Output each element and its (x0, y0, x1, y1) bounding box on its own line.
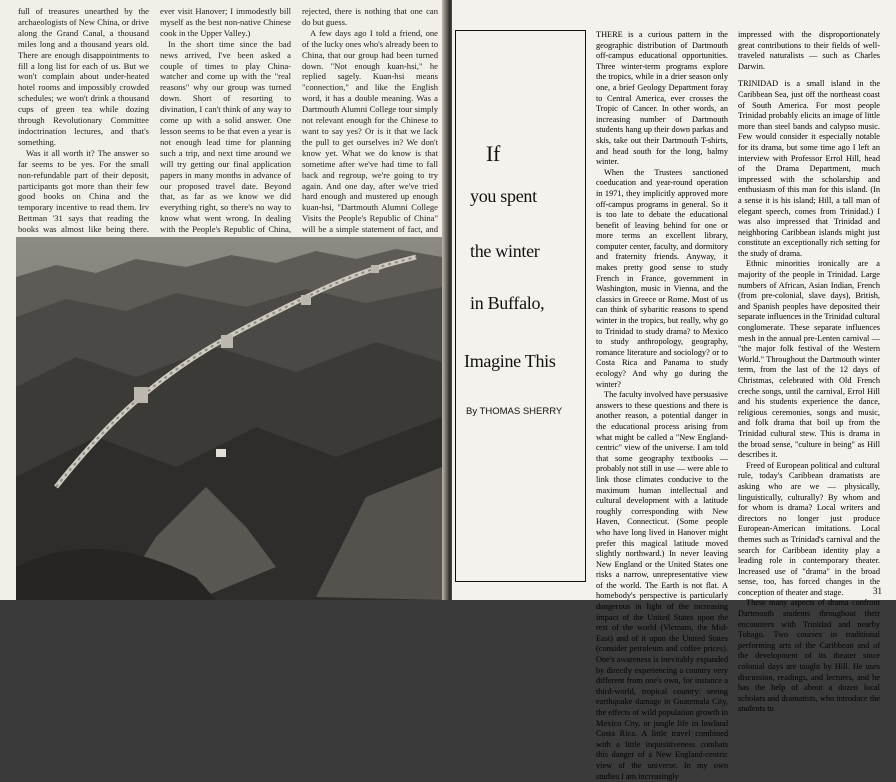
headline-line-4: in Buffalo, (470, 293, 545, 313)
left-col2-para-1: ever visit Hanover; I immodestly bill myself as the best non-native Chinese cook in the Upper Valley.) (160, 6, 291, 38)
right-col1-para-1: THERE is a curious pattern in the geographic distribution of Dartmouth off-campus educational opportunities. Three winter-term programs explore the tropics, while in a drier season only one, a brief Geology Department foray to Central America, ever crosses the Tropic of Cancer. In other words, an increasing number of Dartmouth students hang up their down parkas and skis, take out their Dartmouth T-shirts, and head south for the long, balmy winter. (596, 30, 728, 167)
right-col2-para-1: impressed with the disproportionately great contributions to their fields of well-traveled naturalists — such as Charles Darwin. (738, 30, 880, 71)
headline-box (455, 30, 586, 582)
left-col1-para-1: full of treasures unearthed by the archaeologists of New China, or drive along the Grand Canal, a thousand miles long and a thousand years old. There are enough disappointments to fill a long list for each of us. But we won't complain about under-heated hotel rooms and impossibly crowded schedules; we won't drink a thousand cups of green tea while dozing through Revolutionary Committee indoctrination lectures, and that's something. (18, 6, 149, 147)
left-col3-para-1: rejected, there is nothing that one can do but guess. (302, 6, 438, 27)
great-wall-photo (16, 237, 442, 600)
headline-line-1: If (486, 141, 501, 166)
right-col2-para-4: Freed of European political and cultural rule, today's Caribbean dramatists are asking who are we — physically, linguistically, culturally? By whom and for whom is drama? Local writers and directors no longer just produce European-American imitations. Local themes such as Trinidad's carnival and the search for Caribbean identity play a leading role in contemporary theater. Increased use of "drama" in the broad sense, too, has forced changes in the conception of theater and stage. (738, 460, 880, 597)
left-page (0, 0, 446, 600)
right-column-1 (596, 30, 728, 782)
page-number: 31 (873, 586, 882, 596)
left-col2-para-2: In the short time since the bad news arrived, I've been asked a couple of times to play China-watcher and come up with the "real reasons" why our group was turned down. Short of resorting to divination, I can't think of any way to come up with a solid answer. One lesson seems to be that even a year is not enough lead time for planning such a trip, and next time around we will try getting our final application papers in many months in advance of our proposed travel date. Beyond that, as far as we know we did everything right, so there's no way to know what went wrong. In dealing with the People's Republic of China, (160, 38, 291, 235)
right-col1-para-2: When the Trustees sanctioned coeducation and year-round operation in 1971, they implicitly approved more off-campus programs in general. So it is too late to debate the educational benefit of leaving behind for one or more terms an excellent library, computer center, faculty, and dormitory and fraternity friends. Anyway, it makes pretty good sense to study French in France, government in Washington, music in Vienna, and the classics in Greece or Rome. Most of us can think of sybaritic reasons to spend winter in the tropics, but really, why go to Trinidad to study drama? to Mexico to study anthropology, geography, romance literature and sociology? or to Costa Rica and Panama to study ecology? And why go during the winter? (596, 167, 728, 389)
headline-line-5: Imagine This (464, 351, 556, 371)
left-col3-para-2: A few days ago I told a friend, one of the lucky ones who's already been to China, that our group had been turned down. "Not enough kuan-hsi," he replied sagely. Kuan-hsi means "connection," and like the English word, it has a double meaning. Was a Dartmouth Alumni College tour simply not relevant enough for the Chinese to want to say yes? Or is it that we lack the pull to get ourselves in? We don't know yet. What we do know is that sometime after we've had time to fall back and regroup, we're going to try again. And one day, after we've tried hard enough and mustered up enough kuan-hsi, "Dartmouth Alumni College Visits the People's Republic of China" will be a simple statement of fact, and (302, 27, 438, 235)
right-col2-para-5: These many aspects of drama confront Dartmouth students throughout their encounters with Trinidad and nearby Tobago. Two courses in traditional performing arts of the Caribbean and of the development of its theater since colonial days are taught by Hill. He uses discussion, readings, and lectures, and he has the help of about a dozen local scholars and dramatists, who introduce the students to (738, 598, 880, 714)
headline-line-2: you spent (470, 186, 537, 206)
right-column-2 (738, 30, 880, 715)
headline-line-3: the winter (470, 241, 540, 261)
great-wall-illustration (16, 237, 442, 600)
right-col2-para-3: Ethnic minorities ironically are a majority of the people in Trinidad. Large numbers of African, Asian Indian, French (from pre-colonial, slave days), British, and Spanish peoples have deposited their separate influences in the Trinidad cultural conglomerate. These separate influences mesh in the annual pre-Lenten carnival — "the major folk festival of the Western World." Throughout the Dartmouth winter term, from the last of the 12 days of Christmas, celebrated with Old French creche songs, until the carnival, Errol Hill and his students experience the dance, religious ceremonies, songs and music, and folk drama that boil up from the Trinidad cultural stew. This is drama in the broad sense, "culture in being" as Hill describes it. (738, 259, 880, 460)
right-col1-para-3: The faculty involved have persuasive answers to these questions and there is another reason, a potential danger in the educational process arising from what might be called a "New England-centric" view of the universe. I am told that some geography textbooks — probably not still in use — were able to link those climates conducive to the maximum human intellectual and cultural development with a latitude roughly corresponding with New Haven, Connecticut. (Some people who have long lived in Hanover might prefer this magical latitude moved slightly northward.) In never leaving New England or the United States one risks a narrow, unrepresentative view of the world. The Earth is not flat. A homebody's perspective is particularly dangerous in light of the increasing impact of the United States upon the rest of the world (Vietnam, the Mid-East) and of it upon the United States (consider petroleum and coffee prices). One's awareness is inevitably expanded by directly experiencing a country very different from one's own, for instance a third-world, tropical country: seeing earthquake damage in Guatemala City, the effects of wild population growth in Mexico City, or jungle life in lowland Costa Rica. A little travel combined with a little inquisitiveness combats this danger of a New England-centric view of the universe. In my own studies I am increasingly (596, 390, 728, 781)
byline: By THOMAS SHERRY (466, 406, 563, 417)
left-col1-para-2: Was it all worth it? The answer so far seems to be yes. For the small non-refundable part of their deposit, participants got more than their few good books on China and the temporary incentive to read them. Irv Bettman '31 says that reading the books was almost like being there. (18, 147, 149, 235)
right-col2-para-2: TRINIDAD is a small island in the Caribbean Sea, just off the northeast coast of South America. For most people Trinidad probably elicits an image of little more than steel bands and calypso music. Few would consider it especially notable for its drama, but some time ago I left an interview with Professor Errol Hill, head of the Drama Department, much impressed with the scholarship and enthusiasm of this man for this island. (In a sense it is his island; Hill, a tall man of elegant speech, comes from Trinidad.) I was also impressed that Trinidad and neighboring Caribbean islands might just constitute an exceptionally rich setting for the study of drama. (738, 79, 880, 258)
